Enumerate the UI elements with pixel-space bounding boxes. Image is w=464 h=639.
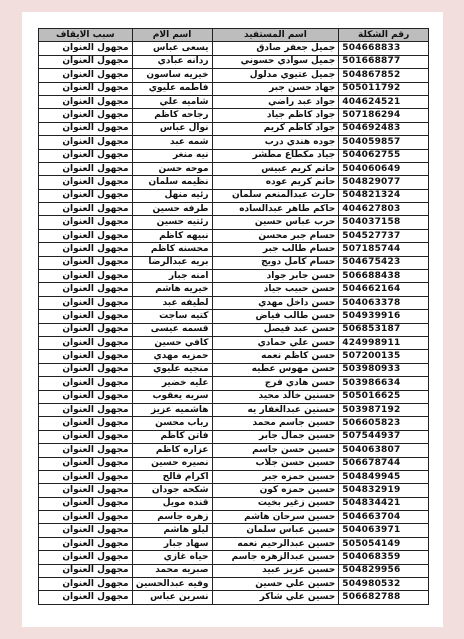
cell-id-number: 504829956 xyxy=(339,564,429,577)
table-row xyxy=(39,189,429,202)
cell-beneficiary-name: حسن كاظم نعمه xyxy=(212,350,339,363)
table-row xyxy=(39,176,429,189)
cell-suspension-reason: مجهول العنوان xyxy=(39,55,133,68)
cell-beneficiary-name: حسين علي شاكر xyxy=(212,591,339,604)
cell-suspension-reason: مجهول العنوان xyxy=(39,524,133,537)
cell-id-number: 506678744 xyxy=(339,457,429,470)
cell-mother-name: نوال عباس xyxy=(132,122,212,135)
cell-beneficiary-name: حاكم طاهر عبدالساده xyxy=(212,203,339,216)
table-row xyxy=(39,363,429,376)
cell-suspension-reason: مجهول العنوان xyxy=(39,162,133,175)
cell-beneficiary-name: حسن طالب فياض xyxy=(212,310,339,323)
cell-id-number: 504832919 xyxy=(339,484,429,497)
cell-mother-name: هاشميه عزيز xyxy=(132,403,212,416)
cell-beneficiary-name: حسن حبيب جياد xyxy=(212,283,339,296)
cell-suspension-reason: مجهول العنوان xyxy=(39,417,133,430)
table-row xyxy=(39,136,429,149)
table-row xyxy=(39,323,429,336)
table-row xyxy=(39,470,429,483)
cell-mother-name: محسنه كاظم xyxy=(132,243,212,256)
cell-id-number: 503987192 xyxy=(339,403,429,416)
cell-mother-name: نظيمه سلمان xyxy=(132,176,212,189)
table-row xyxy=(39,229,429,242)
cell-id-number: 424998911 xyxy=(339,336,429,349)
cell-mother-name: قسمه عيسى xyxy=(132,323,212,336)
cell-id-number: 504849945 xyxy=(339,470,429,483)
cell-suspension-reason: مجهول العنوان xyxy=(39,363,133,376)
cell-suspension-reason: مجهول العنوان xyxy=(39,497,133,510)
cell-suspension-reason: مجهول العنوان xyxy=(39,551,133,564)
table-row xyxy=(39,296,429,309)
cell-suspension-reason: مجهول العنوان xyxy=(39,229,133,242)
table-row xyxy=(39,551,429,564)
cell-beneficiary-name: حسنين عبدالغفار يه xyxy=(212,403,339,416)
cell-id-number: 504063807 xyxy=(339,444,429,457)
cell-suspension-reason: مجهول العنوان xyxy=(39,149,133,162)
cell-id-number: 504867852 xyxy=(339,69,429,82)
cell-id-number: 504527737 xyxy=(339,229,429,242)
cell-suspension-reason: مجهول العنوان xyxy=(39,136,133,149)
cell-mother-name: شمه عبد xyxy=(132,136,212,149)
cell-id-number: 504068359 xyxy=(339,551,429,564)
cell-suspension-reason: مجهول العنوان xyxy=(39,270,133,283)
cell-suspension-reason: مجهول العنوان xyxy=(39,470,133,483)
cell-suspension-reason: مجهول العنوان xyxy=(39,336,133,349)
table-row xyxy=(39,537,429,550)
cell-suspension-reason: مجهول العنوان xyxy=(39,444,133,457)
cell-beneficiary-name: حسين زغير بخيت xyxy=(212,497,339,510)
cell-suspension-reason: مجهول العنوان xyxy=(39,430,133,443)
table-row xyxy=(39,377,429,390)
cell-suspension-reason: مجهول العنوان xyxy=(39,189,133,202)
cell-suspension-reason: مجهول العنوان xyxy=(39,42,133,55)
cell-beneficiary-name: حسين جاسم محمد xyxy=(212,417,339,430)
cell-mother-name: منجيه عليوي xyxy=(132,363,212,376)
table-row xyxy=(39,417,429,430)
table-row xyxy=(39,162,429,175)
cell-suspension-reason: مجهول العنوان xyxy=(39,323,133,336)
cell-mother-name: نيه منغر xyxy=(132,149,212,162)
cell-suspension-reason: مجهول العنوان xyxy=(39,578,133,591)
beneficiaries-table xyxy=(38,28,429,605)
cell-id-number: 503986634 xyxy=(339,377,429,390)
cell-id-number: 504692483 xyxy=(339,122,429,135)
cell-id-number: 505054149 xyxy=(339,537,429,550)
table-row xyxy=(39,430,429,443)
cell-mother-name: شكحه جودان xyxy=(132,484,212,497)
cell-beneficiary-name: حسين عبدالرحيم نعمه xyxy=(212,537,339,550)
table-row xyxy=(39,256,429,269)
cell-mother-name: ليلو هاشم xyxy=(132,524,212,537)
cell-beneficiary-name: حسن علي حمادي xyxy=(212,336,339,349)
cell-id-number: 504675423 xyxy=(339,256,429,269)
cell-beneficiary-name: حسام كامل دويج xyxy=(212,256,339,269)
cell-suspension-reason: مجهول العنوان xyxy=(39,243,133,256)
cell-id-number: 504821324 xyxy=(339,189,429,202)
cell-suspension-reason: مجهول العنوان xyxy=(39,283,133,296)
cell-id-number: 507544937 xyxy=(339,430,429,443)
cell-beneficiary-name: حسين حمزه جبر xyxy=(212,470,339,483)
cell-beneficiary-name: حسام جبر محسن xyxy=(212,229,339,242)
cell-id-number: 504663704 xyxy=(339,511,429,524)
cell-mother-name: رئتيه حسين xyxy=(132,216,212,229)
cell-id-number: 504037158 xyxy=(339,216,429,229)
cell-id-number: 506688438 xyxy=(339,270,429,283)
table-row xyxy=(39,203,429,216)
cell-id-number: 507185744 xyxy=(339,243,429,256)
cell-id-number: 506853187 xyxy=(339,323,429,336)
table-row xyxy=(39,283,429,296)
cell-mother-name: نصيره حسين xyxy=(132,457,212,470)
cell-suspension-reason: مجهول العنوان xyxy=(39,176,133,189)
cell-id-number: 504059857 xyxy=(339,136,429,149)
cell-beneficiary-name: حارث عبدالمنعم سلمان xyxy=(212,189,339,202)
table-row xyxy=(39,82,429,95)
cell-mother-name: طرفه حسين xyxy=(132,203,212,216)
cell-mother-name: رئيه منهل xyxy=(132,189,212,202)
cell-mother-name: فاطمه عليوي xyxy=(132,82,212,95)
table-row xyxy=(39,149,429,162)
cell-id-number: 504980532 xyxy=(339,578,429,591)
cell-id-number: 505011792 xyxy=(339,82,429,95)
cell-id-number: 507186294 xyxy=(339,109,429,122)
cell-suspension-reason: مجهول العنوان xyxy=(39,82,133,95)
cell-mother-name: عليه خضير xyxy=(132,377,212,390)
table-row xyxy=(39,336,429,349)
table-row xyxy=(39,310,429,323)
table-row xyxy=(39,243,429,256)
cell-beneficiary-name: حسين حسن جاسم xyxy=(212,444,339,457)
cell-beneficiary-name: حسين جمال جابر xyxy=(212,430,339,443)
table-row xyxy=(39,591,429,604)
cell-mother-name: خيريه ساسون xyxy=(132,69,212,82)
cell-id-number: 504668833 xyxy=(339,42,429,55)
table-row xyxy=(39,95,429,108)
header-suspension-reason: سبب الايقاف xyxy=(39,29,133,42)
table-row xyxy=(39,484,429,497)
table-row xyxy=(39,42,429,55)
cell-mother-name: يسعى عباس xyxy=(132,42,212,55)
cell-id-number: 507200135 xyxy=(339,350,429,363)
cell-beneficiary-name: حسين حمزه كون xyxy=(212,484,339,497)
table-row xyxy=(39,578,429,591)
cell-mother-name: بريه عبدالرضا xyxy=(132,256,212,269)
cell-beneficiary-name: حسن هادي فرج xyxy=(212,377,339,390)
cell-id-number: 504834421 xyxy=(339,497,429,510)
cell-suspension-reason: مجهول العنوان xyxy=(39,484,133,497)
cell-beneficiary-name: حسين عبدالزهره جاسم xyxy=(212,551,339,564)
cell-mother-name: ردانه عبادي xyxy=(132,55,212,68)
cell-mother-name: كافي حسين xyxy=(132,336,212,349)
table-row xyxy=(39,524,429,537)
cell-beneficiary-name: جياد مكطاع مطشر xyxy=(212,149,339,162)
table-row xyxy=(39,122,429,135)
table-body xyxy=(39,42,429,604)
cell-id-number: 506682788 xyxy=(339,591,429,604)
cell-id-number: 506605823 xyxy=(339,417,429,430)
cell-mother-name: صبريه محمد xyxy=(132,564,212,577)
cell-beneficiary-name: حسن مهوس عطيه xyxy=(212,363,339,376)
table-row xyxy=(39,497,429,510)
cell-beneficiary-name: حسين عباس سلمان xyxy=(212,524,339,537)
cell-mother-name: وفيه عبدالحسين xyxy=(132,578,212,591)
cell-id-number: 504662164 xyxy=(339,283,429,296)
table-row xyxy=(39,270,429,283)
document-page xyxy=(22,12,443,627)
table-row xyxy=(39,511,429,524)
cell-mother-name: رباب محسن xyxy=(132,417,212,430)
cell-id-number: 504063971 xyxy=(339,524,429,537)
cell-suspension-reason: مجهول العنوان xyxy=(39,377,133,390)
header-beneficiary-name: اسم المستفيد xyxy=(212,29,339,42)
cell-id-number: 504939916 xyxy=(339,310,429,323)
cell-beneficiary-name: جوده هندي درب xyxy=(212,136,339,149)
table-header-row xyxy=(39,29,429,42)
cell-mother-name: اكرام فالح xyxy=(132,470,212,483)
cell-suspension-reason: مجهول العنوان xyxy=(39,256,133,269)
cell-beneficiary-name: حسن عبد فيصل xyxy=(212,323,339,336)
cell-mother-name: قنده مويل xyxy=(132,497,212,510)
cell-beneficiary-name: جهاد حسن جبر xyxy=(212,82,339,95)
cell-mother-name: نسرين عباس xyxy=(132,591,212,604)
table-row xyxy=(39,216,429,229)
cell-beneficiary-name: حسين عزيز عبيد xyxy=(212,564,339,577)
cell-suspension-reason: مجهول العنوان xyxy=(39,537,133,550)
cell-id-number: 504060649 xyxy=(339,162,429,175)
cell-suspension-reason: مجهول العنوان xyxy=(39,95,133,108)
cell-beneficiary-name: حسنين خالد محيد xyxy=(212,390,339,403)
header-mother-name: اسم الام xyxy=(132,29,212,42)
cell-beneficiary-name: جميل عتيوي مدلول xyxy=(212,69,339,82)
table-row xyxy=(39,55,429,68)
cell-suspension-reason: مجهول العنوان xyxy=(39,203,133,216)
cell-suspension-reason: مجهول العنوان xyxy=(39,457,133,470)
table-row xyxy=(39,564,429,577)
cell-mother-name: امنه جبار xyxy=(132,270,212,283)
table-row xyxy=(39,403,429,416)
cell-mother-name: حياه غازي xyxy=(132,551,212,564)
cell-mother-name: عزاره كاظم xyxy=(132,444,212,457)
cell-mother-name: لطيفه عبد xyxy=(132,296,212,309)
header-id-number: رقم الشكلة xyxy=(339,29,429,42)
cell-suspension-reason: مجهول العنوان xyxy=(39,591,133,604)
table-row xyxy=(39,69,429,82)
cell-id-number: 501668877 xyxy=(339,55,429,68)
cell-beneficiary-name: حسين حسن جلاب xyxy=(212,457,339,470)
cell-suspension-reason: مجهول العنوان xyxy=(39,403,133,416)
cell-suspension-reason: مجهول العنوان xyxy=(39,350,133,363)
cell-mother-name: خيريه هاشم xyxy=(132,283,212,296)
cell-suspension-reason: مجهول العنوان xyxy=(39,296,133,309)
cell-beneficiary-name: جميل جعفر صادق xyxy=(212,42,339,55)
table-row xyxy=(39,109,429,122)
cell-beneficiary-name: حسن جابر جواد xyxy=(212,270,339,283)
cell-beneficiary-name: جواد عبد راضي xyxy=(212,95,339,108)
cell-id-number: 504829077 xyxy=(339,176,429,189)
cell-id-number: 504062755 xyxy=(339,149,429,162)
table-row xyxy=(39,457,429,470)
cell-mother-name: رجاحه كاظم xyxy=(132,109,212,122)
cell-suspension-reason: مجهول العنوان xyxy=(39,390,133,403)
cell-suspension-reason: مجهول العنوان xyxy=(39,564,133,577)
table-row xyxy=(39,390,429,403)
cell-suspension-reason: مجهول العنوان xyxy=(39,310,133,323)
cell-beneficiary-name: حسين علي حسين xyxy=(212,578,339,591)
cell-id-number: 503980933 xyxy=(339,363,429,376)
cell-id-number: 404624521 xyxy=(339,95,429,108)
cell-mother-name: فاتن كاظم xyxy=(132,430,212,443)
cell-suspension-reason: مجهول العنوان xyxy=(39,122,133,135)
cell-mother-name: سريه يعقوب xyxy=(132,390,212,403)
cell-suspension-reason: مجهول العنوان xyxy=(39,511,133,524)
cell-beneficiary-name: حاتم كريم عبيس xyxy=(212,162,339,175)
cell-id-number: 504063378 xyxy=(339,296,429,309)
cell-mother-name: موحه حسن xyxy=(132,162,212,175)
cell-beneficiary-name: حرب عباس حسين xyxy=(212,216,339,229)
cell-beneficiary-name: حاتم كريم عوده xyxy=(212,176,339,189)
cell-beneficiary-name: جواد كاظم كريم xyxy=(212,122,339,135)
cell-suspension-reason: مجهول العنوان xyxy=(39,109,133,122)
cell-suspension-reason: مجهول العنوان xyxy=(39,216,133,229)
cell-beneficiary-name: جواد كاظم جياد xyxy=(212,109,339,122)
table-row xyxy=(39,444,429,457)
cell-suspension-reason: مجهول العنوان xyxy=(39,69,133,82)
cell-mother-name: كتيه ساجت xyxy=(132,310,212,323)
cell-mother-name: حمزيه مهدي xyxy=(132,350,212,363)
cell-mother-name: سهاد جبار xyxy=(132,537,212,550)
table-row xyxy=(39,350,429,363)
cell-beneficiary-name: حسام طالب جبر xyxy=(212,243,339,256)
cell-beneficiary-name: حسين سرحان هاشم xyxy=(212,511,339,524)
cell-mother-name: شاميه علي xyxy=(132,95,212,108)
cell-id-number: 505016625 xyxy=(339,390,429,403)
cell-beneficiary-name: حسن داخل مهدي xyxy=(212,296,339,309)
cell-mother-name: زهره جاسم xyxy=(132,511,212,524)
cell-mother-name: نبيهه كاظم xyxy=(132,229,212,242)
cell-id-number: 404627803 xyxy=(339,203,429,216)
cell-beneficiary-name: جميل سوادي حسوني xyxy=(212,55,339,68)
